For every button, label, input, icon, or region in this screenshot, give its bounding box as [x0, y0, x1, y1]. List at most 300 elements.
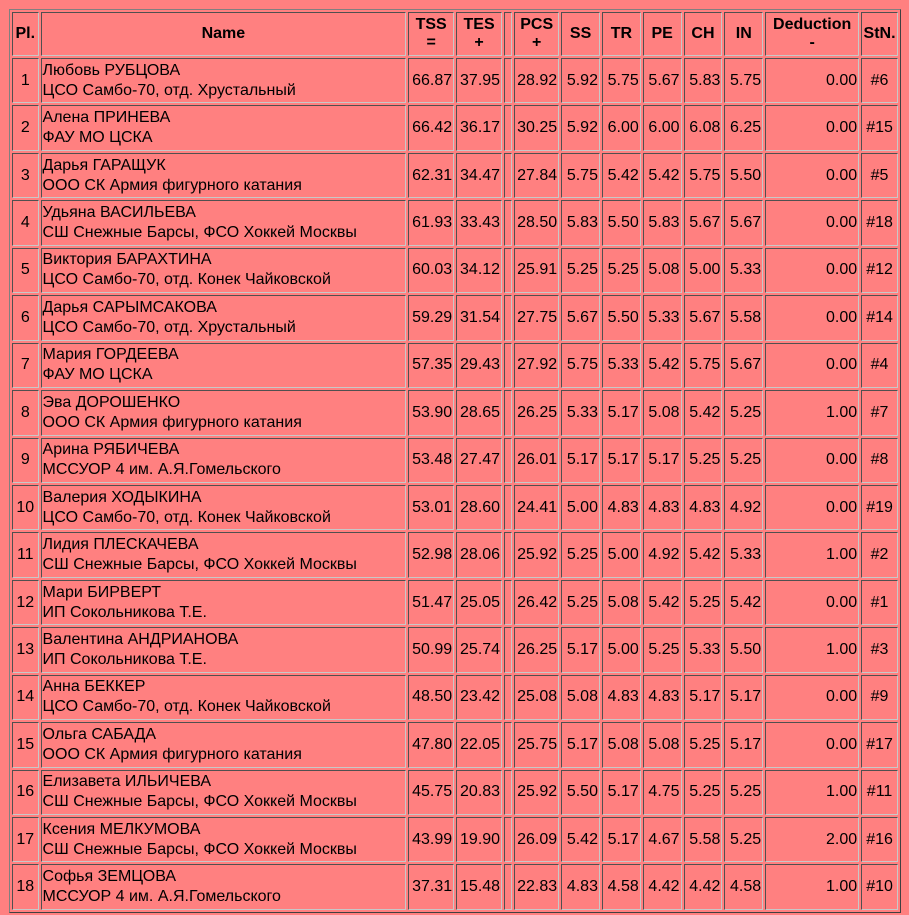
table-row	[12, 153, 898, 198]
skater-club: СШ Снежные Барсы, ФСО Хоккей Москвы	[42, 840, 357, 858]
skater-name: Валентина АНДРИАНОВА	[42, 630, 239, 648]
ss-cell: 5.92	[561, 105, 600, 150]
tr-cell: 4.58	[602, 864, 641, 910]
tss-cell: 48.50	[408, 675, 454, 720]
in-cell: 4.58	[724, 864, 763, 910]
in-cell: 4.92	[724, 485, 763, 530]
tss-cell: 43.99	[408, 817, 454, 862]
tes-cell: 25.05	[456, 580, 502, 625]
header-ch: CH	[684, 12, 723, 56]
ss-cell: 5.75	[561, 153, 600, 198]
skater-cell	[41, 438, 407, 483]
tr-cell: 5.17	[602, 390, 641, 435]
in-cell: 5.50	[724, 627, 763, 672]
deduction-cell: 0.00	[765, 580, 859, 625]
ss-cell: 5.00	[561, 485, 600, 530]
tr-cell: 5.75	[602, 58, 641, 103]
start-number-cell: #4	[861, 343, 898, 388]
ch-cell: 5.42	[684, 390, 723, 435]
tr-cell: 5.33	[602, 343, 641, 388]
table-row	[12, 58, 898, 103]
start-number-cell: #8	[861, 438, 898, 483]
tes-cell: 34.47	[456, 153, 502, 198]
in-cell: 5.17	[724, 722, 763, 767]
skater-club: ИП Сокольникова Т.Е.	[42, 650, 207, 668]
tes-cell: 20.83	[456, 770, 502, 815]
tr-cell: 5.25	[602, 248, 641, 293]
skater-name: Елизавета ИЛЬИЧЕВА	[42, 773, 212, 791]
skater-name: Арина РЯБИЧЕВА	[42, 441, 180, 459]
skater-cell	[41, 295, 407, 340]
pcs-cell: 30.25	[514, 105, 559, 150]
skater-club: ООО СК Армия фигурного катания	[42, 413, 302, 431]
pe-cell: 5.42	[643, 343, 682, 388]
place-cell: 16	[12, 770, 39, 815]
ss-cell: 5.17	[561, 438, 600, 483]
ch-cell: 5.75	[684, 153, 723, 198]
header-row	[12, 12, 898, 56]
skater-cell	[41, 580, 407, 625]
place-cell: 18	[12, 864, 39, 910]
tes-cell: 22.05	[456, 722, 502, 767]
table-row	[12, 200, 898, 245]
skater-cell	[41, 864, 407, 910]
pcs-cell: 25.92	[514, 770, 559, 815]
tr-cell: 5.00	[602, 532, 641, 577]
deduction-cell: 1.00	[765, 532, 859, 577]
spacer-cell	[504, 438, 512, 483]
spacer-cell	[504, 248, 512, 293]
skater-cell	[41, 532, 407, 577]
tss-cell: 62.31	[408, 153, 454, 198]
skater-cell	[41, 485, 407, 530]
tes-cell: 34.12	[456, 248, 502, 293]
pcs-cell: 26.25	[514, 390, 559, 435]
table-row	[12, 248, 898, 293]
spacer-cell	[504, 770, 512, 815]
ch-cell: 6.08	[684, 105, 723, 150]
table-row	[12, 390, 898, 435]
table-row	[12, 343, 898, 388]
skater-club: ЦСО Самбо-70, отд. Конек Чайковской	[42, 698, 331, 716]
in-cell: 5.67	[724, 200, 763, 245]
tes-cell: 36.17	[456, 105, 502, 150]
ch-cell: 5.75	[684, 343, 723, 388]
tr-cell: 4.83	[602, 485, 641, 530]
ss-cell: 4.83	[561, 864, 600, 910]
skater-club: СШ Снежные Барсы, ФСО Хоккей Москвы	[42, 556, 357, 574]
tes-cell: 28.60	[456, 485, 502, 530]
skater-cell	[41, 153, 407, 198]
skater-name: Ольга САБАДА	[42, 725, 157, 743]
pcs-cell: 28.50	[514, 200, 559, 245]
skater-club: МССУОР 4 им. А.Я.Гомельского	[42, 461, 281, 479]
start-number-cell: #19	[861, 485, 898, 530]
skater-club: ЦСО Самбо-70, отд. Хрустальный	[42, 318, 296, 336]
tss-cell: 53.90	[408, 390, 454, 435]
tr-cell: 5.50	[602, 295, 641, 340]
table-row	[12, 675, 898, 720]
pe-cell: 5.42	[643, 153, 682, 198]
pcs-cell: 26.42	[514, 580, 559, 625]
table-row	[12, 532, 898, 577]
skater-name: Анна БЕККЕР	[42, 678, 146, 696]
skater-club: ИП Сокольникова Т.Е.	[42, 603, 207, 621]
pe-cell: 5.67	[643, 58, 682, 103]
in-cell: 5.33	[724, 532, 763, 577]
spacer-cell	[504, 390, 512, 435]
spacer-cell	[504, 627, 512, 672]
tss-cell: 66.87	[408, 58, 454, 103]
pcs-cell: 26.25	[514, 627, 559, 672]
ss-cell: 5.75	[561, 343, 600, 388]
pe-cell: 5.33	[643, 295, 682, 340]
tr-cell: 5.17	[602, 817, 641, 862]
ch-cell: 5.33	[684, 627, 723, 672]
header-pe: PE	[643, 12, 682, 56]
header-start-number: StN.	[861, 12, 898, 56]
pe-cell: 4.83	[643, 485, 682, 530]
header-place: Pl.	[12, 12, 39, 56]
tss-cell: 51.47	[408, 580, 454, 625]
skater-name: Валерия ХОДЫКИНА	[42, 488, 202, 506]
place-cell: 3	[12, 153, 39, 198]
pcs-cell: 28.92	[514, 58, 559, 103]
pcs-cell: 27.84	[514, 153, 559, 198]
skater-cell	[41, 722, 407, 767]
pcs-cell: 22.83	[514, 864, 559, 910]
table-row	[12, 817, 898, 862]
place-cell: 11	[12, 532, 39, 577]
place-cell: 12	[12, 580, 39, 625]
skater-cell	[41, 390, 407, 435]
tes-cell: 23.42	[456, 675, 502, 720]
tr-cell: 4.83	[602, 675, 641, 720]
skater-cell	[41, 817, 407, 862]
start-number-cell: #3	[861, 627, 898, 672]
ch-cell: 5.58	[684, 817, 723, 862]
skater-club: СШ Снежные Барсы, ФСО Хоккей Москвы	[42, 224, 357, 242]
tss-cell: 57.35	[408, 343, 454, 388]
start-number-cell: #17	[861, 722, 898, 767]
place-cell: 15	[12, 722, 39, 767]
header-tss: TSS =	[408, 12, 454, 56]
ch-cell: 5.42	[684, 532, 723, 577]
skater-name: Дарья САРЫМСАКОВА	[42, 298, 217, 316]
header-tr: TR	[602, 12, 641, 56]
spacer-cell	[504, 58, 512, 103]
in-cell: 5.75	[724, 58, 763, 103]
deduction-cell: 2.00	[765, 817, 859, 862]
skater-cell	[41, 343, 407, 388]
pcs-cell: 26.09	[514, 817, 559, 862]
place-cell: 1	[12, 58, 39, 103]
table-row	[12, 105, 898, 150]
skater-name: Софья ЗЕМЦОВА	[42, 868, 177, 886]
tr-cell: 5.00	[602, 627, 641, 672]
ss-cell: 5.83	[561, 200, 600, 245]
spacer-cell	[504, 722, 512, 767]
skater-name: Виктория БАРАХТИНА	[42, 251, 212, 269]
ch-cell: 4.83	[684, 485, 723, 530]
pcs-cell: 25.08	[514, 675, 559, 720]
in-cell: 5.58	[724, 295, 763, 340]
skater-club: ЦСО Самбо-70, отд. Конек Чайковской	[42, 271, 331, 289]
skater-cell	[41, 200, 407, 245]
results-table	[9, 9, 901, 913]
header-spacer	[504, 12, 512, 56]
in-cell: 5.25	[724, 438, 763, 483]
deduction-cell: 1.00	[765, 390, 859, 435]
pe-cell: 4.75	[643, 770, 682, 815]
in-cell: 5.67	[724, 343, 763, 388]
skater-cell	[41, 58, 407, 103]
place-cell: 13	[12, 627, 39, 672]
deduction-cell: 0.00	[765, 153, 859, 198]
tes-cell: 29.43	[456, 343, 502, 388]
deduction-cell: 1.00	[765, 770, 859, 815]
pe-cell: 4.92	[643, 532, 682, 577]
table-row	[12, 438, 898, 483]
ch-cell: 5.67	[684, 295, 723, 340]
skater-club: ООО СК Армия фигурного катания	[42, 745, 302, 763]
ch-cell: 5.25	[684, 770, 723, 815]
tes-cell: 33.43	[456, 200, 502, 245]
tss-cell: 50.99	[408, 627, 454, 672]
pcs-cell: 25.75	[514, 722, 559, 767]
ss-cell: 5.50	[561, 770, 600, 815]
spacer-cell	[504, 200, 512, 245]
skater-name: Мария ГОРДЕЕВА	[42, 346, 179, 364]
in-cell: 5.50	[724, 153, 763, 198]
spacer-cell	[504, 864, 512, 910]
skater-club: ФАУ МО ЦСКА	[42, 366, 153, 384]
start-number-cell: #10	[861, 864, 898, 910]
header-name: Name	[41, 12, 407, 56]
pcs-cell: 24.41	[514, 485, 559, 530]
ch-cell: 5.00	[684, 248, 723, 293]
table-row	[12, 580, 898, 625]
results-body	[12, 58, 898, 910]
skater-club: ЦСО Самбо-70, отд. Конек Чайковской	[42, 508, 331, 526]
ch-cell: 5.67	[684, 200, 723, 245]
start-number-cell: #12	[861, 248, 898, 293]
ch-cell: 5.17	[684, 675, 723, 720]
tes-cell: 25.74	[456, 627, 502, 672]
skater-club: МССУОР 4 им. А.Я.Гомельского	[42, 888, 281, 906]
table-row	[12, 770, 898, 815]
pcs-cell: 25.91	[514, 248, 559, 293]
ss-cell: 5.67	[561, 295, 600, 340]
deduction-cell: 1.00	[765, 864, 859, 910]
pe-cell: 5.17	[643, 438, 682, 483]
tss-cell: 37.31	[408, 864, 454, 910]
skater-cell	[41, 627, 407, 672]
tr-cell: 5.08	[602, 722, 641, 767]
start-number-cell: #14	[861, 295, 898, 340]
place-cell: 14	[12, 675, 39, 720]
header-in: IN	[724, 12, 763, 56]
ch-cell: 5.25	[684, 438, 723, 483]
place-cell: 2	[12, 105, 39, 150]
start-number-cell: #2	[861, 532, 898, 577]
ss-cell: 5.25	[561, 248, 600, 293]
in-cell: 5.17	[724, 675, 763, 720]
pe-cell: 4.42	[643, 864, 682, 910]
ch-cell: 4.42	[684, 864, 723, 910]
start-number-cell: #18	[861, 200, 898, 245]
pe-cell: 5.08	[643, 722, 682, 767]
in-cell: 5.25	[724, 390, 763, 435]
pe-cell: 6.00	[643, 105, 682, 150]
in-cell: 5.25	[724, 817, 763, 862]
spacer-cell	[504, 343, 512, 388]
tr-cell: 5.17	[602, 770, 641, 815]
deduction-cell: 0.00	[765, 58, 859, 103]
skater-club: ООО СК Армия фигурного катания	[42, 176, 302, 194]
start-number-cell: #9	[861, 675, 898, 720]
start-number-cell: #11	[861, 770, 898, 815]
tss-cell: 53.48	[408, 438, 454, 483]
skater-name: Дарья ГАРАЩУК	[42, 156, 166, 174]
place-cell: 17	[12, 817, 39, 862]
skater-name: Лидия ПЛЕСКАЧЕВА	[42, 536, 199, 554]
pe-cell: 4.67	[643, 817, 682, 862]
skater-name: Мари БИРВЕРТ	[42, 583, 161, 601]
ss-cell: 5.08	[561, 675, 600, 720]
deduction-cell: 0.00	[765, 722, 859, 767]
place-cell: 5	[12, 248, 39, 293]
spacer-cell	[504, 580, 512, 625]
header-pcs: PCS +	[514, 12, 559, 56]
pcs-cell: 26.01	[514, 438, 559, 483]
ss-cell: 5.42	[561, 817, 600, 862]
ss-cell: 5.17	[561, 722, 600, 767]
spacer-cell	[504, 105, 512, 150]
skater-name: Удьяна ВАСИЛЬЕВА	[42, 204, 196, 222]
tr-cell: 5.50	[602, 200, 641, 245]
ss-cell: 5.17	[561, 627, 600, 672]
spacer-cell	[504, 295, 512, 340]
spacer-cell	[504, 485, 512, 530]
table-row	[12, 864, 898, 910]
skater-cell	[41, 675, 407, 720]
deduction-cell: 1.00	[765, 627, 859, 672]
ch-cell: 5.25	[684, 722, 723, 767]
pcs-cell: 25.92	[514, 532, 559, 577]
deduction-cell: 0.00	[765, 438, 859, 483]
place-cell: 9	[12, 438, 39, 483]
pcs-cell: 27.92	[514, 343, 559, 388]
deduction-cell: 0.00	[765, 200, 859, 245]
in-cell: 6.25	[724, 105, 763, 150]
place-cell: 7	[12, 343, 39, 388]
start-number-cell: #1	[861, 580, 898, 625]
place-cell: 10	[12, 485, 39, 530]
ss-cell: 5.33	[561, 390, 600, 435]
deduction-cell: 0.00	[765, 485, 859, 530]
tr-cell: 5.17	[602, 438, 641, 483]
skater-name: Алена ПРИНЕВА	[42, 109, 171, 127]
ch-cell: 5.25	[684, 580, 723, 625]
header-deduction: Deduction -	[765, 12, 859, 56]
tss-cell: 66.42	[408, 105, 454, 150]
tes-cell: 28.65	[456, 390, 502, 435]
tes-cell: 15.48	[456, 864, 502, 910]
in-cell: 5.25	[724, 770, 763, 815]
skater-cell	[41, 248, 407, 293]
start-number-cell: #6	[861, 58, 898, 103]
tss-cell: 52.98	[408, 532, 454, 577]
deduction-cell: 0.00	[765, 343, 859, 388]
tes-cell: 37.95	[456, 58, 502, 103]
header-tes: TES +	[456, 12, 502, 56]
skater-club: ЦСО Самбо-70, отд. Хрустальный	[42, 81, 296, 99]
table-row	[12, 627, 898, 672]
start-number-cell: #5	[861, 153, 898, 198]
in-cell: 5.33	[724, 248, 763, 293]
tss-cell: 53.01	[408, 485, 454, 530]
skater-club: СШ Снежные Барсы, ФСО Хоккей Москвы	[42, 793, 357, 811]
in-cell: 5.42	[724, 580, 763, 625]
tss-cell: 45.75	[408, 770, 454, 815]
place-cell: 6	[12, 295, 39, 340]
pe-cell: 5.08	[643, 390, 682, 435]
tss-cell: 47.80	[408, 722, 454, 767]
spacer-cell	[504, 675, 512, 720]
skater-name: Эва ДОРОШЕНКО	[42, 393, 181, 411]
tr-cell: 5.42	[602, 153, 641, 198]
place-cell: 8	[12, 390, 39, 435]
pe-cell: 5.08	[643, 248, 682, 293]
start-number-cell: #7	[861, 390, 898, 435]
tss-cell: 60.03	[408, 248, 454, 293]
tr-cell: 6.00	[602, 105, 641, 150]
table-row	[12, 485, 898, 530]
deduction-cell: 0.00	[765, 248, 859, 293]
pe-cell: 5.25	[643, 627, 682, 672]
pcs-cell: 27.75	[514, 295, 559, 340]
pe-cell: 5.83	[643, 200, 682, 245]
header-ss: SS	[561, 12, 600, 56]
skater-cell	[41, 770, 407, 815]
skater-name: Любовь РУБЦОВА	[42, 61, 181, 79]
tss-cell: 59.29	[408, 295, 454, 340]
tes-cell: 28.06	[456, 532, 502, 577]
pe-cell: 5.42	[643, 580, 682, 625]
spacer-cell	[504, 153, 512, 198]
deduction-cell: 0.00	[765, 675, 859, 720]
spacer-cell	[504, 817, 512, 862]
spacer-cell	[504, 532, 512, 577]
skater-name: Ксения МЕЛКУМОВА	[42, 820, 201, 838]
tes-cell: 31.54	[456, 295, 502, 340]
pe-cell: 4.83	[643, 675, 682, 720]
table-row	[12, 722, 898, 767]
tss-cell: 61.93	[408, 200, 454, 245]
table-row	[12, 295, 898, 340]
tes-cell: 19.90	[456, 817, 502, 862]
ss-cell: 5.92	[561, 58, 600, 103]
tes-cell: 27.47	[456, 438, 502, 483]
skater-club: ФАУ МО ЦСКА	[42, 129, 153, 147]
start-number-cell: #15	[861, 105, 898, 150]
ch-cell: 5.83	[684, 58, 723, 103]
ss-cell: 5.25	[561, 580, 600, 625]
skater-cell	[41, 105, 407, 150]
deduction-cell: 0.00	[765, 105, 859, 150]
tr-cell: 5.08	[602, 580, 641, 625]
